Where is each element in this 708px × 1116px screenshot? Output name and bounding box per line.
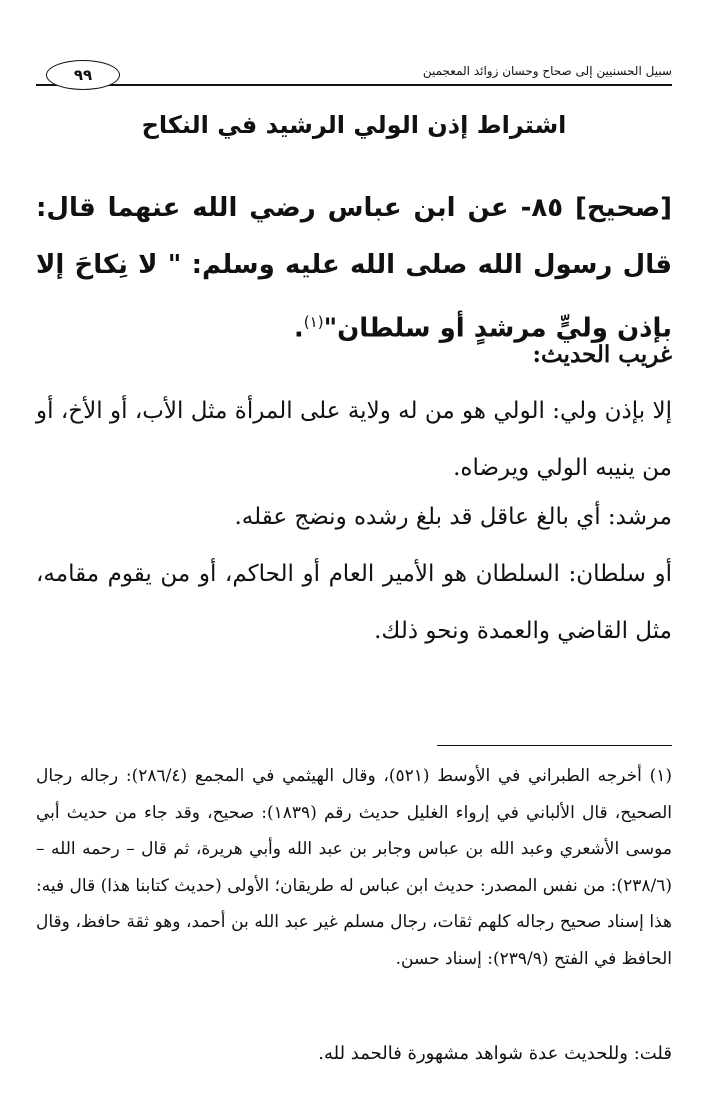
footnote-1: (١) أخرجه الطبراني في الأوسط (٥٢١)، وقال الهيثمي في المجمع (٢٨٦/٤): رجاله رجال الصحيح، قال الألباني في إرواء الغليل حديث رقم (١٨٣٩): صحيح، وقد جاء من حديث أبي موسى الأشعري وعبد الله بن عباس وجابر بن عبد الله وأبي هريرة، ثم قال – رحمه الله – (٢٣٨/٦): من نفس المصدر: حديث ابن عباس له طريقان؛ الأولى (حديث كتابنا هذا) قال فيه: هذا إسناد صحيح رجاله كلهم ثقات، رجال مسلم غير عبد الله بن أحمد، وهو ثقة حافظ، وقال الحافظ في الفتح (٢٣٩/٩): إسناد حسن. [36,766,672,969]
footnote-closing: قلت: وللحديث عدة شواهد مشهورة فالحمد لله. [318,1043,672,1064]
gloss-paragraph: إلا بإذن ولي: الولي هو من له ولاية على المرأة مثل الأب، أو الأخ، أو من ينيبه الولي ويرضاه. [36,398,672,481]
running-header-title: سبيل الحسنيين إلى صحاح وحسان زوائد المعجمين [422,64,672,78]
footnote-reference[interactable]: (١) [303,313,324,331]
hadith-text: [صحيح] ٨٥- عن ابن عباس رضي الله عنهما قال: قال رسول الله صلى الله عليه وسلم: " لا نِكاحَ إلا بإذن وليٍّ مرشدٍ أو سلطان" [36,193,673,344]
gloss-paragraph: أو سلطان: السلطان هو الأمير العام أو الحاكم، أو من يقوم مقامه، مثل القاضي والعمدة ونحو ذلك. [36,561,672,644]
page-number-badge: ٩٩ [46,60,120,90]
footnote-divider [437,745,672,746]
chapter-title: اشتراط إذن الولي الرشيد في النكاح [141,111,567,139]
gloss-paragraph: مرشد: أي بالغ عاقل قد بلغ رشده ونضج عقله. [234,504,672,530]
header-divider [36,84,672,86]
gloss-heading: غريب الحديث: [532,341,672,368]
hadith-end: . [293,313,304,344]
